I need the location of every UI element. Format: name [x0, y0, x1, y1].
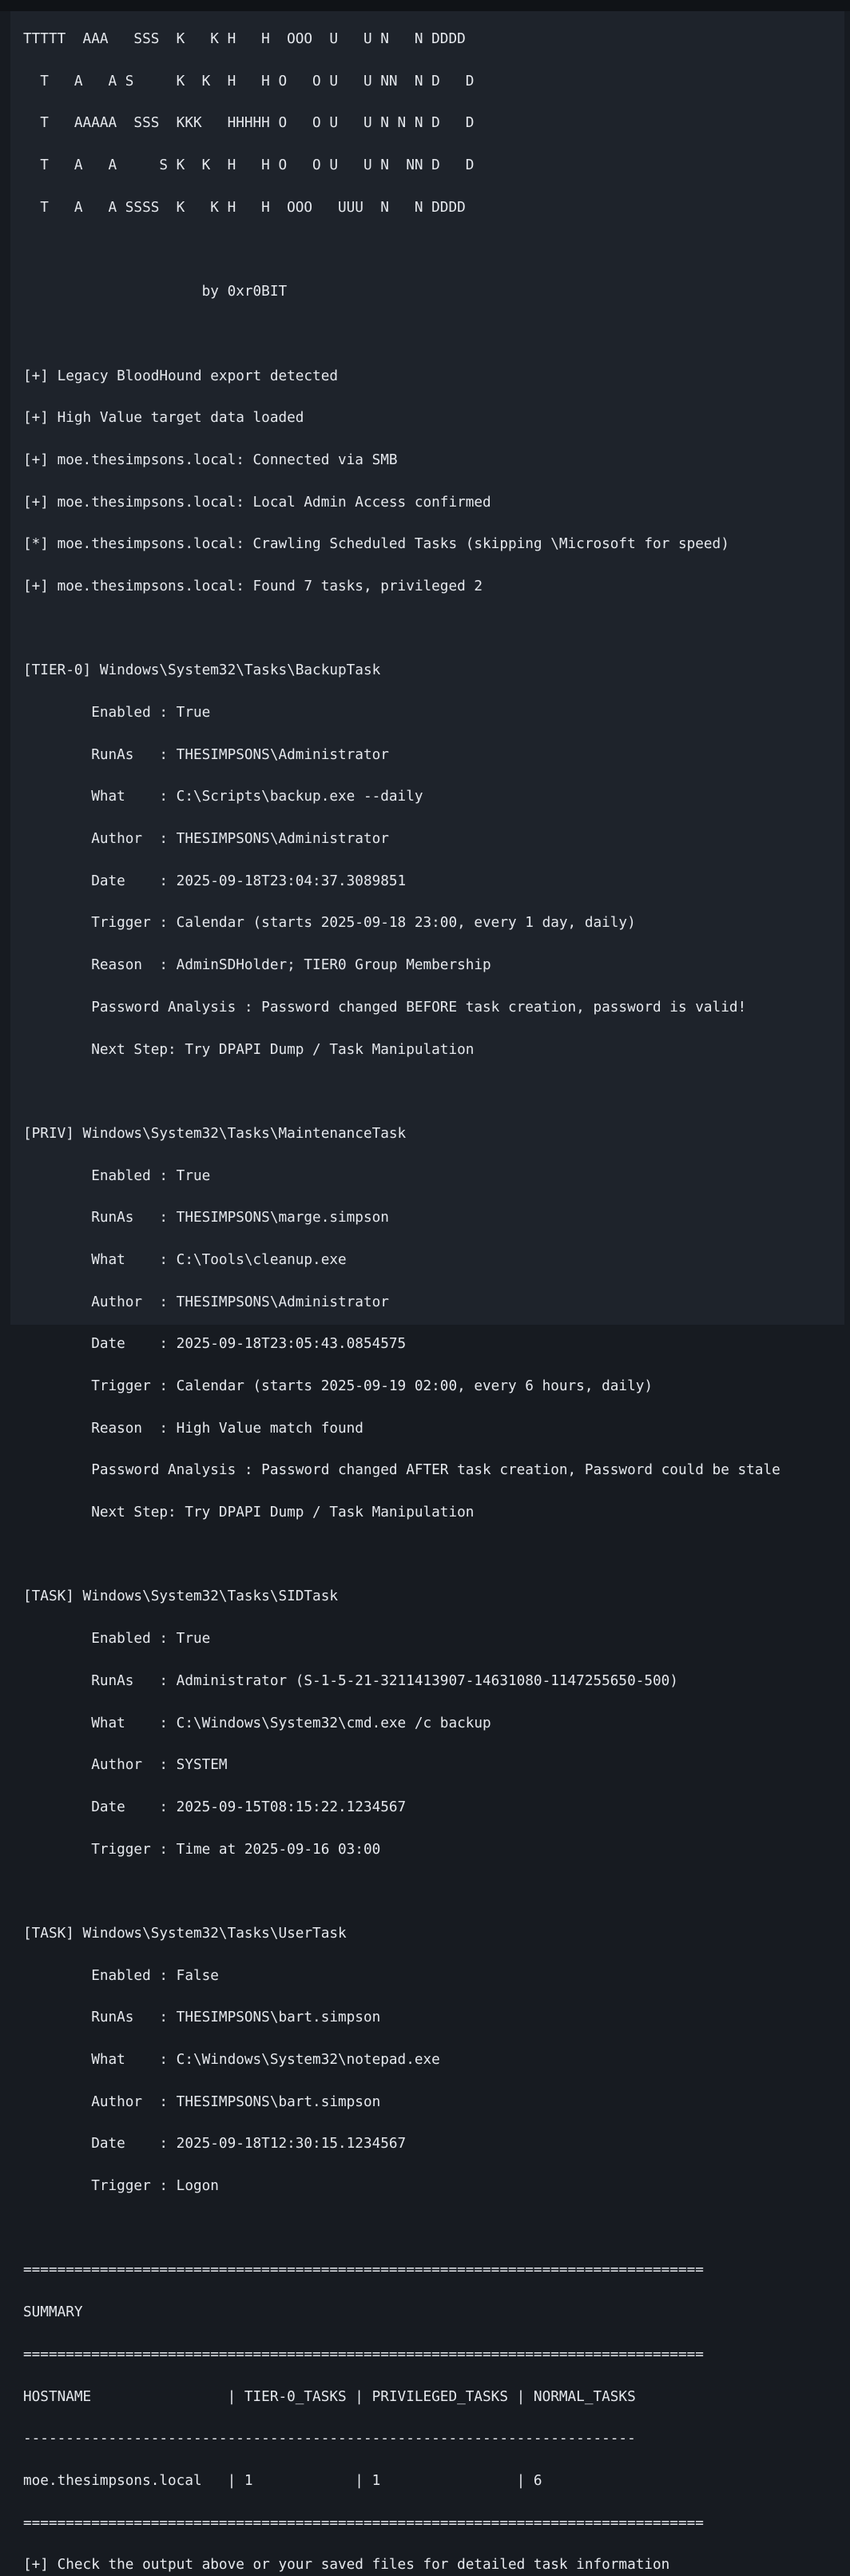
task-header-task: [TASK] Windows\System32\Tasks\UserTask: [23, 1925, 347, 1942]
task-field: RunAs : Administrator (S-1-5-21-3211413907-14631080-1147255650-500): [23, 1672, 678, 1689]
status-line: [+] moe.thesimpsons.local: Connected via SMB: [23, 451, 398, 468]
banner-line: T A A S K K H H O O U U NN N D D: [23, 73, 475, 89]
task-header-task: [TASK] Windows\System32\Tasks\SIDTask: [23, 1588, 339, 1605]
banner-line: T A A SSSS K K H H OOO UUU N N DDDD: [23, 199, 466, 216]
task-header-tier0: [TIER-0] Windows\System32\Tasks\BackupTask: [23, 662, 381, 679]
banner-line: T AAAAA SSS KKK HHHHH O O U U N N N D D: [23, 115, 475, 132]
blank-line: [23, 1081, 780, 1102]
task-field: Date : 2025-09-18T23:05:43.0854575: [23, 1336, 407, 1353]
task-field: Password Analysis : Password changed AFTER task creation, Password could be stale: [23, 1462, 780, 1479]
terminal-output[interactable]: [23, 29, 780, 2576]
task-field: Date : 2025-09-15T08:15:22.1234567: [23, 1799, 407, 1815]
final-status-line: [+] Check the output above or your saved files for detailed task information: [23, 2557, 670, 2574]
blank-line: [23, 324, 780, 344]
task-field: RunAs : THESIMPSONS\marge.simpson: [23, 1210, 389, 1226]
task-field: Enabled : True: [23, 705, 211, 721]
summary-table-rule: ------------------------------------------------------------------------: [23, 2431, 636, 2447]
banner-line: T A A S K K H H O O U U N NN D D: [23, 157, 475, 174]
task-field: Author : THESIMPSONS\Administrator: [23, 1294, 389, 1310]
blank-line: [23, 1544, 780, 1565]
banner-line: TTTTT AAA SSS K K H H OOO U U N N DDDD: [23, 31, 466, 47]
task-field: Author : THESIMPSONS\bart.simpson: [23, 2093, 381, 2110]
author-credit: by 0xr0BIT: [23, 284, 288, 300]
task-field: RunAs : THESIMPSONS\bart.simpson: [23, 2010, 381, 2026]
task-field: Trigger : Calendar (starts 2025-09-19 02:00, every 6 hours, daily): [23, 1378, 653, 1394]
status-line: [+] moe.thesimpsons.local: Found 7 tasks, privileged 2: [23, 578, 483, 594]
terminal-window[interactable]: [10, 11, 844, 2574]
task-field: What : C:\Tools\cleanup.exe: [23, 1251, 347, 1268]
summary-divider: ================================================================================: [23, 2346, 704, 2363]
status-line: [*] moe.thesimpsons.local: Crawling Scheduled Tasks (skipping \Microsoft for speed): [23, 536, 729, 553]
task-field: What : C:\Windows\System32\notepad.exe: [23, 2052, 440, 2068]
task-field: Next Step: Try DPAPI Dump / Task Manipulation: [23, 1505, 475, 1521]
task-field: Next Step: Try DPAPI Dump / Task Manipulation: [23, 1041, 475, 1058]
task-field: Trigger : Logon: [23, 2178, 219, 2195]
task-field: Date : 2025-09-18T23:04:37.3089851: [23, 873, 407, 889]
task-field: Date : 2025-09-18T12:30:15.1234567: [23, 2136, 407, 2153]
blank-line: [23, 1881, 780, 1902]
summary-divider: ================================================================================: [23, 2262, 704, 2279]
task-field: Password Analysis : Password changed BEFORE task creation, password is valid!: [23, 999, 747, 1016]
summary-divider: ================================================================================: [23, 2514, 704, 2531]
status-line: [+] High Value target data loaded: [23, 410, 304, 427]
task-field: Reason : AdminSDHolder; TIER0 Group Membership: [23, 957, 491, 974]
task-field: Author : THESIMPSONS\Administrator: [23, 831, 389, 848]
blank-line: [23, 239, 780, 260]
task-field: Enabled : True: [23, 1631, 211, 1648]
task-header-priv: [PRIV] Windows\System32\Tasks\MaintenanceTask: [23, 1125, 407, 1142]
task-field: Author : SYSTEM: [23, 1757, 228, 1774]
task-field: Enabled : False: [23, 1967, 219, 1984]
status-line: [+] moe.thesimpsons.local: Local Admin Access confirmed: [23, 494, 491, 511]
window-top-bar: [0, 0, 850, 11]
blank-line: [23, 618, 780, 639]
task-field: Trigger : Calendar (starts 2025-09-18 23:00, every 1 day, daily): [23, 915, 636, 932]
summary-table-row: moe.thesimpsons.local | 1 | 1 | 6: [23, 2472, 542, 2489]
summary-table-header: HOSTNAME | TIER-0_TASKS | PRIVILEGED_TASKS | NORMAL_TASKS: [23, 2388, 636, 2405]
summary-title: SUMMARY: [23, 2304, 83, 2321]
task-field: RunAs : THESIMPSONS\Administrator: [23, 746, 389, 763]
status-line: [+] Legacy BloodHound export detected: [23, 368, 339, 384]
blank-line: [23, 2218, 780, 2239]
task-field: What : C:\Scripts\backup.exe --daily: [23, 789, 423, 805]
task-field: Reason : High Value match found: [23, 1420, 363, 1437]
task-field: Enabled : True: [23, 1167, 211, 1184]
task-field: What : C:\Windows\System32\cmd.exe /c backup: [23, 1715, 491, 1731]
task-field: Trigger : Time at 2025-09-16 03:00: [23, 1841, 381, 1858]
